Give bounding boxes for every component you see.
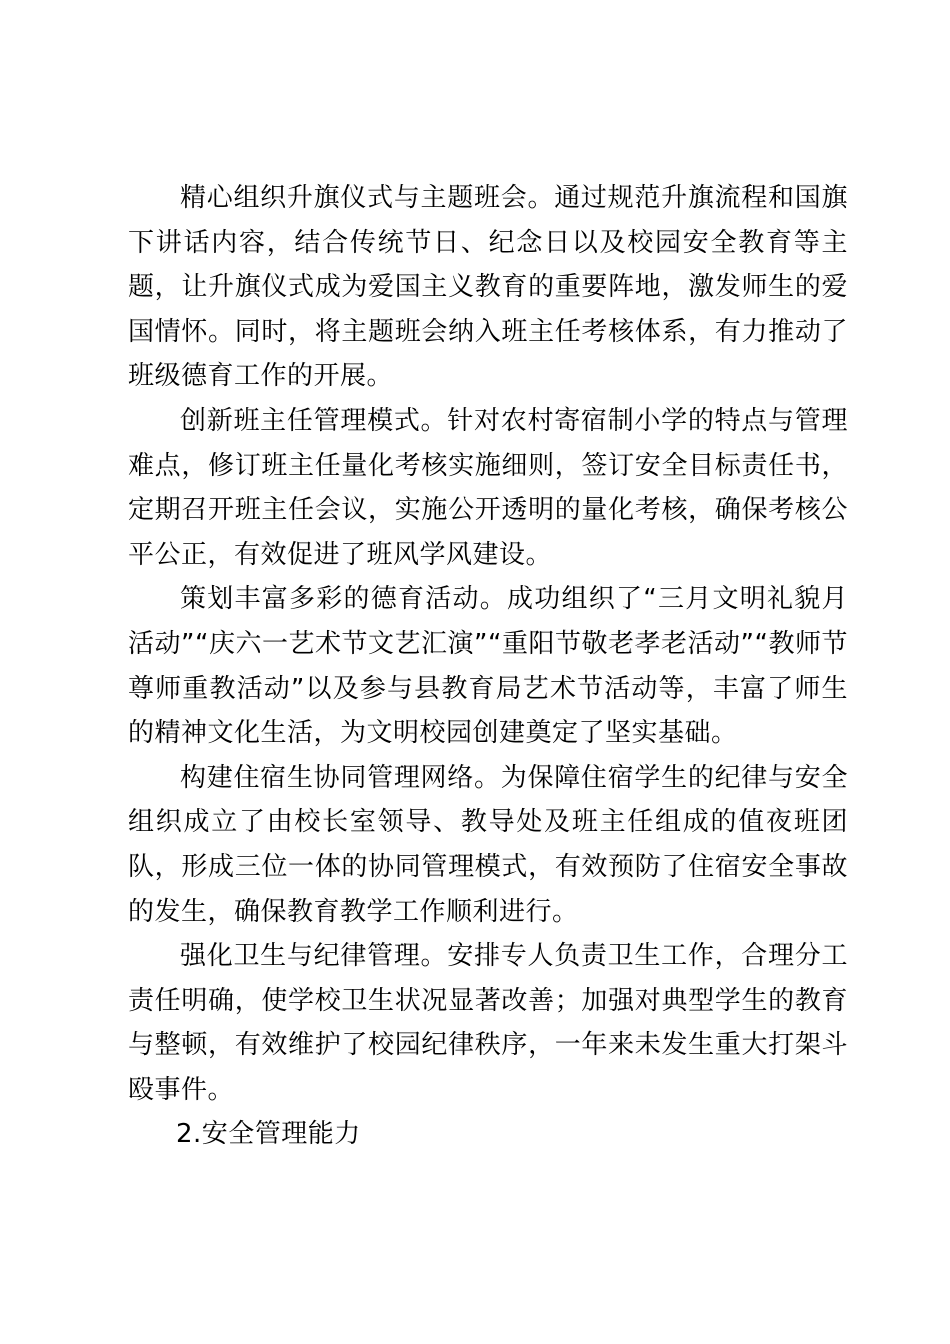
paragraph-class-teacher-management: 创新班主任管理模式。针对农村寄宿制小学的特点与管理难点，修订班主任量化考核实施细则，签订安全目标责任书，定期召开班主任会议，实施公开透明的量化考核，确保考核公平公正，有效促进了班风学风建设。	[128, 405, 848, 570]
paragraph-flag-ceremony: 精心组织升旗仪式与主题班会。通过规范升旗流程和国旗下讲话内容，结合传统节日、纪念日以及校园安全教育等主题，让升旗仪式成为爱国主义教育的重要阵地，激发师生的爱国情怀。同时，将主题班会纳入班主任考核体系，有力推动了班级德育工作的开展。	[128, 183, 848, 392]
paragraph-boarding-management: 构建住宿生协同管理网络。为保障住宿学生的纪律与安全组织成立了由校长室领导、教导处及班主任组成的值夜班团队，形成三位一体的协同管理模式，有效预防了住宿安全事故的发生，确保教育教学工作顺利进行。	[128, 762, 848, 927]
document-body	[128, 176, 848, 1157]
paragraph-hygiene-discipline: 强化卫生与纪律管理。安排专人负责卫生工作，合理分工责任明确，使学校卫生状况显著改善；加强对典型学生的教育与整顿，有效维护了校园纪律秩序，一年来未发生重大打架斗殴事件。	[128, 941, 848, 1105]
paragraph-moral-activities: 策划丰富多彩的德育活动。成功组织了“三月文明礼貌月活动”“庆六一艺术节文艺汇演”“重阳节敬老孝老活动”“教师节尊师重教活动”以及参与县教育局艺术节活动等，丰富了师生的精神文化生活，为文明校园创建奠定了坚实基础。	[128, 584, 848, 749]
section-heading: 2.安全管理能力	[176, 1119, 361, 1150]
